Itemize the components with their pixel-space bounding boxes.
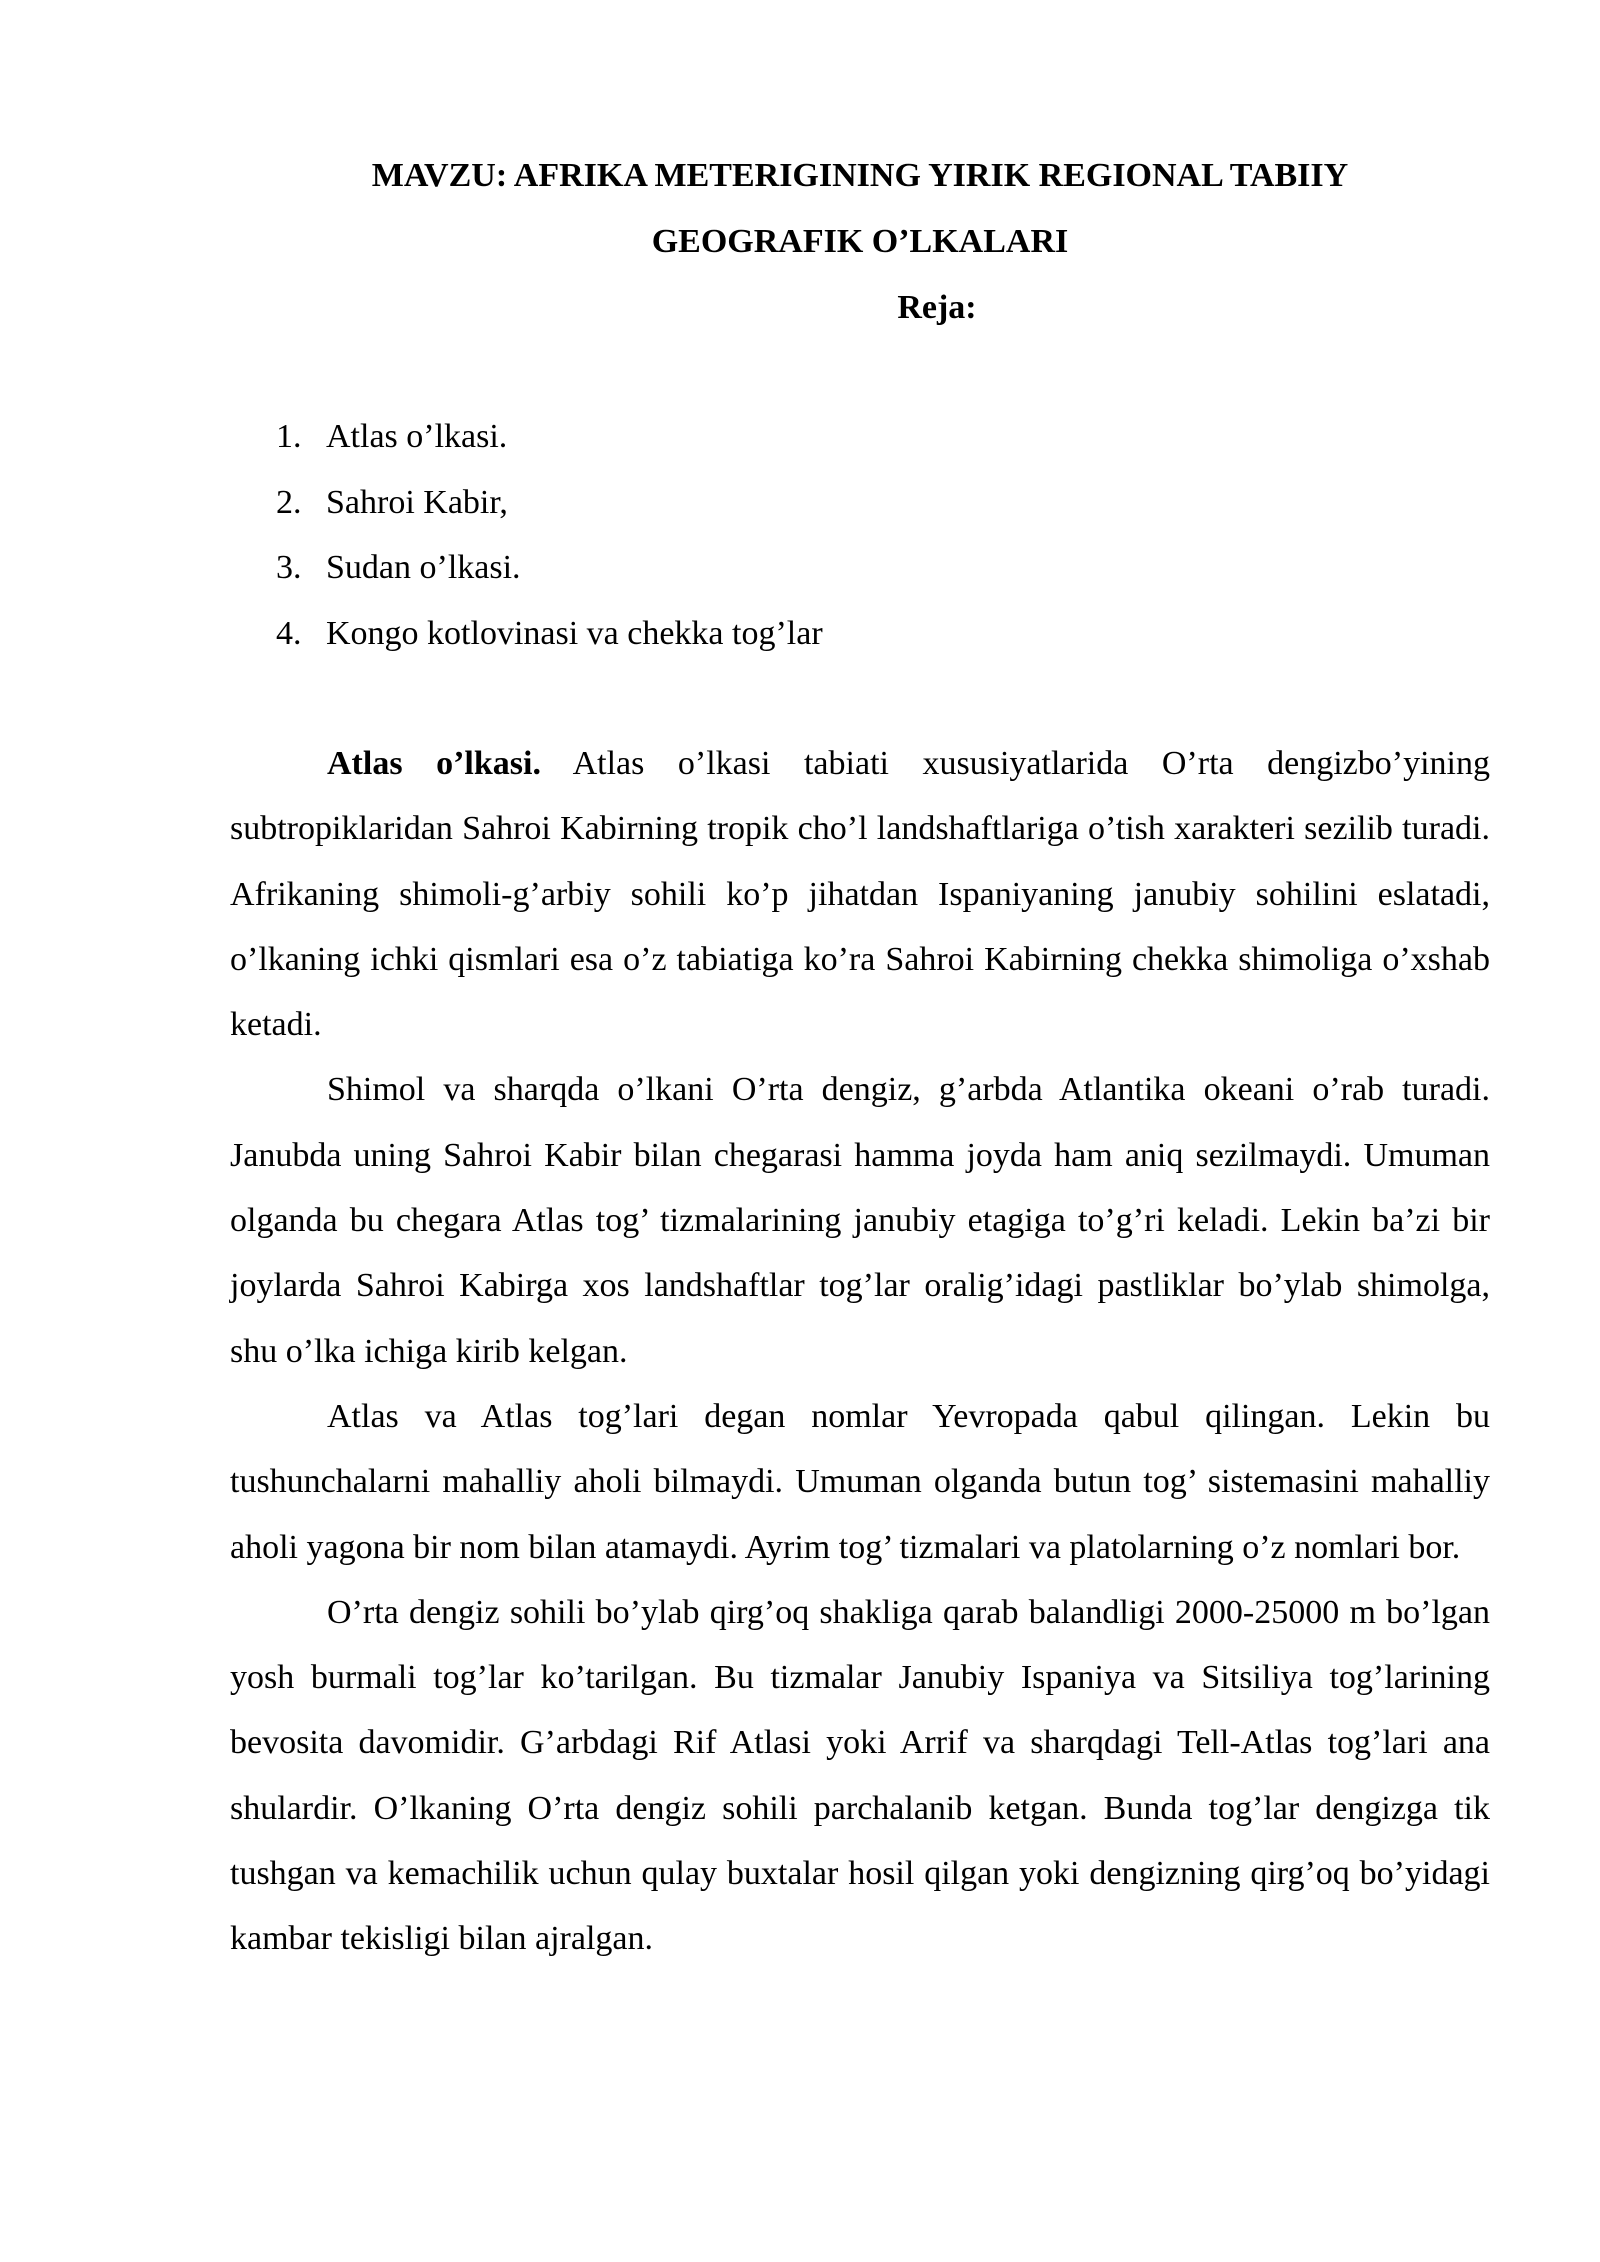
- body-text: [230, 731, 1490, 1972]
- plan-item-number: 1.: [276, 418, 302, 455]
- document-title: [230, 143, 1490, 275]
- plan-item-number: 4.: [276, 614, 302, 652]
- plan-item: [276, 470, 823, 536]
- plan-heading: Reja:: [897, 289, 977, 326]
- paragraph: [230, 1057, 1490, 1383]
- title-line-2: GEOGRAFIK O’LKALARI: [651, 223, 1069, 260]
- plan-list: [276, 404, 823, 666]
- paragraph-text: Atlas va Atlas tog’lari degan nomlar Yevropada qabul qilingan. Lekin bu tushunchalarni mahalliy aholi bilmaydi. Umuman olganda butun tog’ sistemasini mahalliy aholi yagona bir nom bilan atamaydi. Ayrim tog’ tizmalari va platolarning o’z nomlari bor.: [230, 1397, 1490, 1566]
- plan-item: [276, 601, 823, 667]
- paragraph: [230, 1580, 1490, 1972]
- plan-item-text: Sudan o’lkasi.: [326, 549, 521, 586]
- plan-item: [276, 404, 823, 470]
- title-line-1: MAVZU: AFRIKA METERIGINING YIRIK REGIONAL TABIIY: [371, 157, 1349, 194]
- paragraph-text: Atlas o’lkasi tabiati xususiyatlarida O’rta dengizbo’yining subtropiklaridan Sahroi Kabirning tropik cho’l landshaftlariga o’tish xarakteri sezilib turadi. Afrikaning shimoli-g’arbiy sohili ko’p jihatdan Ispaniyaning janubiy sohilini eslatadi, o’lkaning ichki qismlari esa o’z tabiatiga ko’ra Sahroi Kabirning chekka shimoliga o’xshab ketadi.: [230, 745, 1490, 1044]
- plan-item-text: Kongo kotlovinasi va chekka tog’lar: [326, 614, 823, 652]
- paragraph-lead: Atlas o’lkasi.: [327, 745, 541, 782]
- paragraph: [230, 1384, 1490, 1580]
- plan-item-text: Sahroi Kabir,: [326, 483, 508, 521]
- paragraph-text: O’rta dengiz sohili bo’ylab qirg’oq shakliga qarab balandligi 2000-25000 m bo’lgan yosh burmali tog’lar ko’tarilgan. Bu tizmalar Janubiy Ispaniya va Sitsiliya tog’larining bevosita davomidir. G’arbdagi Rif Atlasi yoki Arrif va sharqdagi Tell-Atlas tog’lari ana shulardir. O’lkaning O’rta dengiz sohili parchalanib ketgan. Bunda tog’lar dengizga tik tushgan va kemachilik uchun qulay buxtalar hosil qilgan yoki dengizning qirg’oq bo’yidagi kambar tekisligi bilan ajralgan.: [230, 1593, 1490, 1958]
- paragraph-text: Shimol va sharqda o’lkani O’rta dengiz, g’arbda Atlantika okeani o’rab turadi. Janubda uning Sahroi Kabir bilan chegarasi hamma joyda ham aniq sezilmaydi. Umuman olganda bu chegara Atlas tog’ tizmalarining janubiy etagiga to’g’ri keladi. Lekin ba’zi bir joylarda Sahroi Kabirga xos landshaftlar tog’lar oralig’idagi pastliklar bo’ylab shimolga, shu o’lka ichiga kirib kelgan.: [230, 1071, 1490, 1370]
- plan-item-number: 3.: [276, 549, 302, 586]
- plan-item-number: 2.: [276, 483, 302, 521]
- plan-item-text: Atlas o’lkasi.: [326, 418, 508, 455]
- paragraph: [230, 731, 1490, 1057]
- plan-item: [276, 535, 823, 601]
